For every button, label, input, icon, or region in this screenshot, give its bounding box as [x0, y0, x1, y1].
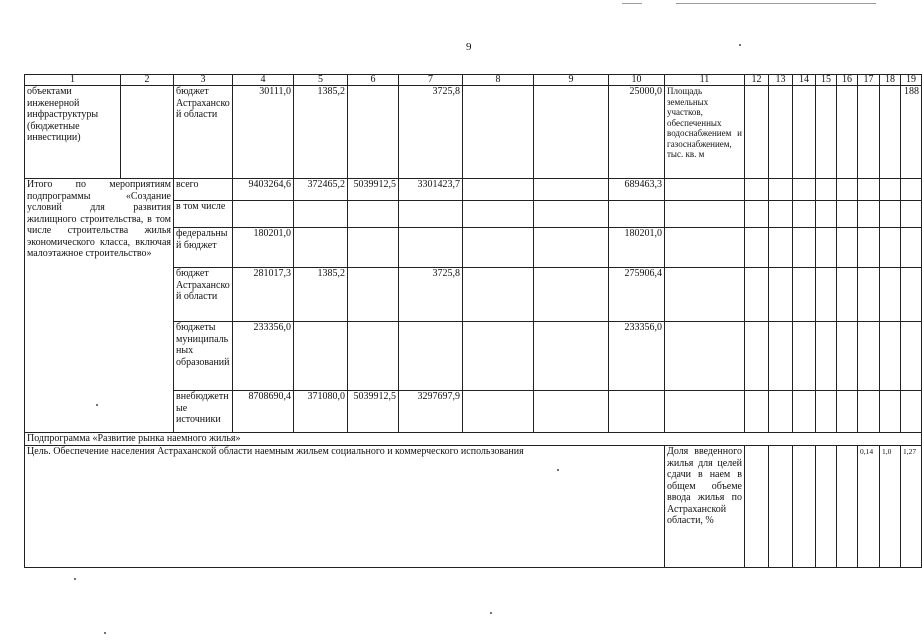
value-cell [233, 201, 294, 228]
table-cell [880, 179, 901, 201]
col-number: 5 [294, 75, 348, 86]
table-cell [534, 201, 609, 228]
col-number: 14 [793, 75, 816, 86]
activity-name: объектами инженерной инфраструктуры (бюджетные инвестиции) [25, 86, 121, 179]
table-cell [837, 179, 858, 201]
table-cell [837, 86, 858, 179]
table-cell [745, 446, 769, 568]
table-cell [858, 86, 880, 179]
table-cell [745, 228, 769, 268]
table-cell [816, 201, 837, 228]
col-number: 18 [880, 75, 901, 86]
table-cell [665, 179, 745, 201]
value-cell: 5039912,5 [348, 179, 399, 201]
table-cell [769, 446, 793, 568]
table-cell [837, 228, 858, 268]
table-cell [534, 179, 609, 201]
table-cell [665, 322, 745, 391]
col-number: 16 [837, 75, 858, 86]
table-row [25, 179, 922, 201]
value-cell: 9403264,6 [233, 179, 294, 201]
scan-speck [74, 578, 76, 580]
table-cell [769, 268, 793, 322]
funding-source: всего [174, 179, 233, 201]
value-cell [399, 322, 463, 391]
subprogram-title: Подпрограмма «Развитие рынка наемного жилья» [25, 433, 922, 446]
table-cell [816, 179, 837, 201]
value-cell: 180201,0 [609, 228, 665, 268]
table-cell [880, 86, 901, 179]
value-cell: 0,14 [858, 446, 880, 568]
value-cell [348, 228, 399, 268]
value-cell: 1385,2 [294, 86, 348, 179]
table-cell [769, 201, 793, 228]
value-cell: 3301423,7 [399, 179, 463, 201]
table-cell [463, 179, 534, 201]
table-cell [745, 322, 769, 391]
table-cell [769, 391, 793, 433]
value-cell [294, 201, 348, 228]
col-number: 8 [463, 75, 534, 86]
table-cell [880, 201, 901, 228]
table-cell [793, 446, 816, 568]
table-row [25, 86, 922, 179]
value-cell: 180201,0 [233, 228, 294, 268]
value-cell: 371080,0 [294, 391, 348, 433]
table-cell [745, 86, 769, 179]
scan-speck [557, 469, 559, 471]
table-cell [901, 322, 922, 391]
table-cell [901, 391, 922, 433]
value-cell: 275906,4 [609, 268, 665, 322]
table-cell [793, 86, 816, 179]
table-cell [121, 86, 174, 179]
column-number-row [25, 75, 922, 86]
table-cell [816, 322, 837, 391]
table-row [25, 446, 922, 568]
table-cell [534, 322, 609, 391]
col-number: 9 [534, 75, 609, 86]
value-cell: 689463,3 [609, 179, 665, 201]
value-cell: 233356,0 [233, 322, 294, 391]
value-cell [348, 322, 399, 391]
table-cell [816, 391, 837, 433]
table-cell [665, 268, 745, 322]
table-cell [769, 228, 793, 268]
value-cell: 233356,0 [609, 322, 665, 391]
table-cell [858, 201, 880, 228]
table-cell [534, 86, 609, 179]
col-number: 12 [745, 75, 769, 86]
table-cell [816, 86, 837, 179]
value-cell: 188 [901, 86, 922, 179]
funding-source: бюджет Астраханской области [174, 86, 233, 179]
table-cell [901, 201, 922, 228]
value-cell [399, 201, 463, 228]
table-cell [816, 268, 837, 322]
value-cell [609, 201, 665, 228]
value-cell [609, 391, 665, 433]
table-cell [858, 322, 880, 391]
table-cell [793, 201, 816, 228]
table-cell [793, 228, 816, 268]
value-cell [348, 268, 399, 322]
table-cell [534, 228, 609, 268]
table-cell [463, 86, 534, 179]
table-cell [463, 201, 534, 228]
table-cell [769, 86, 793, 179]
table-cell [837, 391, 858, 433]
table-cell [901, 268, 922, 322]
value-cell: 281017,3 [233, 268, 294, 322]
table-cell [793, 179, 816, 201]
value-cell: 3725,8 [399, 86, 463, 179]
value-cell: 1,0 [880, 446, 901, 568]
page-number: 9 [466, 41, 472, 53]
funding-source: в том числе [174, 201, 233, 228]
top-edge-line [676, 3, 876, 4]
table-cell [665, 228, 745, 268]
table-cell [901, 179, 922, 201]
subtotal-name: Итого по мероприятиям подпрограммы «Создание условий для развития жилищного строительства, в том числе строительства жилья экономического класса, включая малоэтажное строительство» [25, 179, 174, 433]
table-cell [665, 391, 745, 433]
table-cell [837, 201, 858, 228]
table-cell [837, 322, 858, 391]
funding-source: внебюджетные источники [174, 391, 233, 433]
scan-speck [96, 404, 98, 406]
table-cell [858, 228, 880, 268]
col-number: 4 [233, 75, 294, 86]
table-cell [880, 391, 901, 433]
funding-source: федеральный бюджет [174, 228, 233, 268]
table-cell [858, 268, 880, 322]
scan-speck [490, 612, 492, 614]
col-number: 17 [858, 75, 880, 86]
value-cell: 5039912,5 [348, 391, 399, 433]
scan-speck [104, 632, 106, 634]
scan-speck [739, 44, 741, 46]
table-cell [665, 201, 745, 228]
funding-source: бюджет Астраханской области [174, 268, 233, 322]
program-table [24, 74, 922, 568]
table-cell [534, 391, 609, 433]
funding-source: бюджеты муниципальных образований [174, 322, 233, 391]
table-cell [816, 446, 837, 568]
col-number: 10 [609, 75, 665, 86]
col-number: 6 [348, 75, 399, 86]
goal-text: Цель. Обеспечение населения Астраханской области наемным жильем социального и коммерческого использования [25, 446, 665, 568]
top-edge-line [622, 3, 642, 4]
table-cell [463, 268, 534, 322]
table-cell [793, 322, 816, 391]
table-cell [348, 86, 399, 179]
table-cell [837, 268, 858, 322]
value-cell: 8708690,4 [233, 391, 294, 433]
table-cell [463, 322, 534, 391]
col-number: 19 [901, 75, 922, 86]
value-cell: 30111,0 [233, 86, 294, 179]
value-cell: 3725,8 [399, 268, 463, 322]
table-cell [880, 322, 901, 391]
table-cell [745, 179, 769, 201]
table-cell [769, 322, 793, 391]
table-cell [858, 179, 880, 201]
table-cell [793, 391, 816, 433]
table-cell [793, 268, 816, 322]
table-cell [745, 201, 769, 228]
value-cell: 1,27 [901, 446, 922, 568]
value-cell: 1385,2 [294, 268, 348, 322]
value-cell: 3297697,9 [399, 391, 463, 433]
value-cell [399, 228, 463, 268]
indicator-text: Площадь земельных участков, обеспеченных водоснабжением и газоснабжением, тыс. кв. м [665, 86, 745, 179]
col-number: 11 [665, 75, 745, 86]
value-cell [348, 201, 399, 228]
table-cell [880, 268, 901, 322]
table-cell [858, 391, 880, 433]
table-cell [901, 228, 922, 268]
col-number: 1 [25, 75, 121, 86]
value-cell [294, 228, 348, 268]
table-cell [534, 268, 609, 322]
table-cell [880, 228, 901, 268]
col-number: 15 [816, 75, 837, 86]
table-row [25, 433, 922, 446]
col-number: 13 [769, 75, 793, 86]
value-cell [294, 322, 348, 391]
value-cell: 372465,2 [294, 179, 348, 201]
col-number: 2 [121, 75, 174, 86]
table-cell [745, 268, 769, 322]
table-cell [837, 446, 858, 568]
table-cell [463, 228, 534, 268]
table-cell [769, 179, 793, 201]
col-number: 3 [174, 75, 233, 86]
table-cell [463, 391, 534, 433]
table-cell [816, 228, 837, 268]
value-cell: 25000,0 [609, 86, 665, 179]
table-cell [745, 391, 769, 433]
indicator-text: Доля введенного жилья для целей сдачи в наем в общем объеме ввода жилья по Астраханской области, % [665, 446, 745, 568]
col-number: 7 [399, 75, 463, 86]
